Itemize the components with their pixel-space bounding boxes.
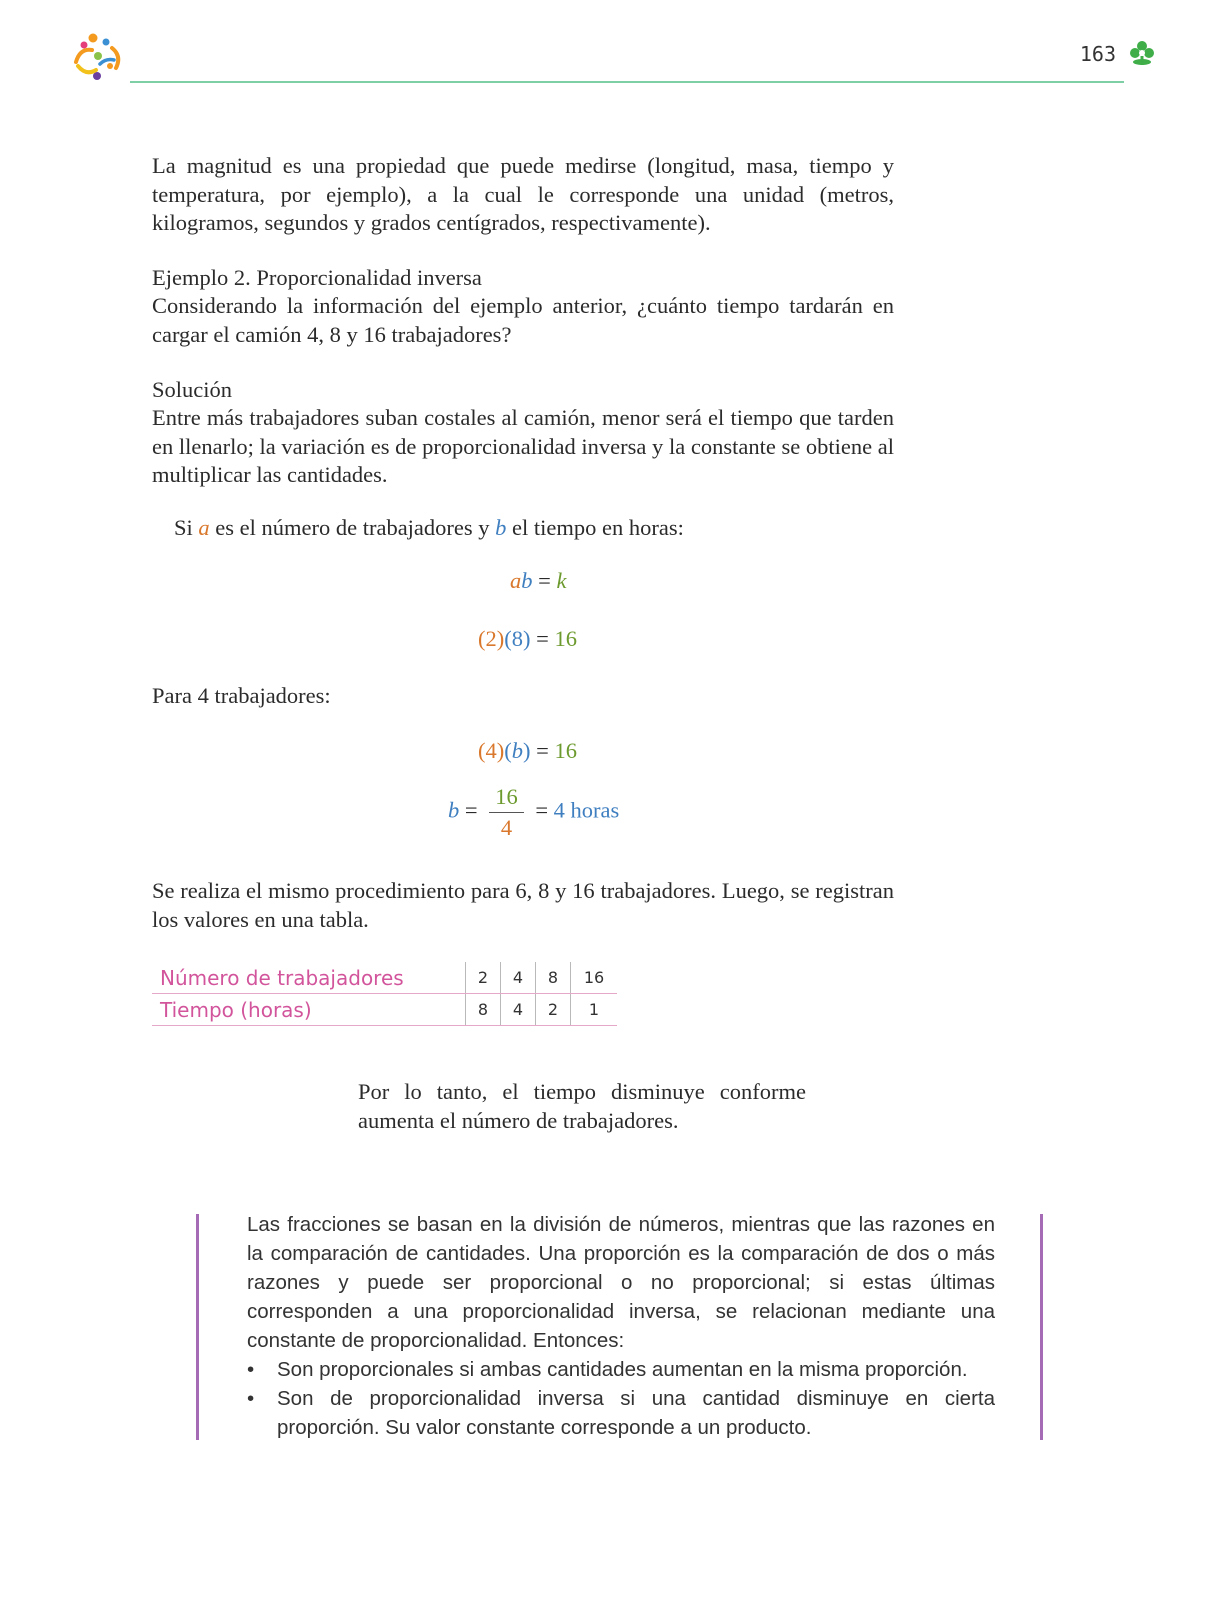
definition-prefix: Si bbox=[174, 515, 193, 540]
list-item bbox=[247, 1384, 995, 1442]
eq2-b: (8) bbox=[504, 626, 531, 651]
example-title: Ejemplo 2. Proporcionalidad inversa bbox=[152, 265, 482, 290]
definition-middle: es el número de trabajadores y bbox=[215, 515, 490, 540]
table-cell: 2 bbox=[466, 962, 501, 994]
bullet-text: Son proporcionales si ambas cantidades aumentan en la misma proporción. bbox=[277, 1358, 968, 1381]
table-cell: 16 bbox=[571, 962, 618, 994]
intro-paragraph: La magnitud es una propiedad que puede medirse (longitud, masa, tiempo y temperatura, por ejemplo), a la cual le corresponde una unidad (metros, kilogramos, segundos y grados centígrados, respectivamente). bbox=[152, 153, 894, 235]
table-row bbox=[152, 962, 617, 994]
table-cell: 8 bbox=[536, 962, 571, 994]
bullet-icon: • bbox=[247, 1358, 255, 1381]
table-cell: 8 bbox=[466, 994, 501, 1026]
eq2-result: 16 bbox=[554, 626, 577, 651]
solution-title: Solución bbox=[152, 377, 233, 402]
procedure-paragraph: Se realiza el mismo procedimiento para 6, 8 y 16 trabajadores. Luego, se registran los valores en una tabla. bbox=[152, 878, 894, 932]
eq3-paren-close: ) bbox=[523, 738, 531, 763]
equation-fraction bbox=[448, 784, 619, 841]
fraction-denominator: 4 bbox=[500, 815, 513, 840]
row-label-time: Tiempo (horas) bbox=[152, 994, 466, 1026]
table-row bbox=[152, 994, 617, 1026]
table-cell: 4 bbox=[501, 962, 536, 994]
note-box bbox=[247, 1210, 995, 1442]
list-item bbox=[247, 1355, 995, 1384]
para-4-label: Para 4 trabajadores: bbox=[152, 683, 331, 708]
fraction-16-over-4 bbox=[489, 784, 524, 841]
eq3-b: b bbox=[511, 738, 523, 763]
eq3-a: (4) bbox=[478, 738, 505, 763]
eq4-equals-2: = bbox=[535, 797, 549, 823]
definition-line bbox=[174, 514, 894, 543]
variable-a: a bbox=[198, 515, 210, 540]
eq3-paren-open: ( bbox=[504, 738, 512, 763]
eq2-equals: = bbox=[536, 626, 549, 651]
equation-2-8 bbox=[478, 626, 577, 652]
bullet-icon: • bbox=[247, 1387, 255, 1410]
eq4-equals-1: = bbox=[464, 797, 478, 823]
note-paragraph: Las fracciones se basan en la división de números, mientras que las razones en la comparación de cantidades. Una proporción es la comparación de dos o más razones y puede ser proporcional o no proporcional; si estas últimas corresponden a una proporcionalidad inversa, se relacionan mediante una constante de proporcionalidad. Entonces: bbox=[247, 1213, 995, 1352]
equation-ab-k bbox=[510, 568, 566, 594]
definition-suffix: el tiempo en horas: bbox=[512, 515, 684, 540]
eq1-equals: = bbox=[538, 568, 551, 593]
eq1-k: k bbox=[556, 568, 567, 593]
eq1-b: b bbox=[521, 568, 533, 593]
eq4-result: 4 horas bbox=[553, 797, 620, 823]
table-cell: 4 bbox=[501, 994, 536, 1026]
solution-paragraph: Entre más trabajadores suban costales al camión, menor será el tiempo que tarden en llenarlo; la variación es de proporcionalidad inversa y la constante se obtiene al multiplicar las cantidades. bbox=[152, 405, 894, 487]
table-cell: 2 bbox=[536, 994, 571, 1026]
example-question: Considerando la información del ejemplo anterior, ¿cuánto tiempo tardarán en cargar el camión 4, 8 y 16 trabajadores? bbox=[152, 293, 894, 347]
bullet-text: Son de proporcionalidad inversa si una cantidad disminuye en cierta proporción. Su valor constante corresponde a un producto. bbox=[277, 1387, 995, 1439]
page-number: 163 bbox=[1079, 42, 1116, 66]
logo-icon bbox=[70, 32, 124, 84]
conclusion-paragraph: Por lo tanto, el tiempo disminuye conforme aumenta el número de trabajadores. bbox=[358, 1079, 806, 1133]
workers-time-table bbox=[152, 962, 617, 1026]
variable-b: b bbox=[495, 515, 507, 540]
row-label-workers: Número de trabajadores bbox=[152, 962, 466, 994]
note-right-border bbox=[1040, 1214, 1043, 1440]
fraction-numerator: 16 bbox=[489, 784, 524, 813]
equation-4-b bbox=[478, 738, 577, 764]
note-left-border bbox=[196, 1214, 199, 1440]
flower-icon bbox=[1130, 40, 1154, 68]
eq1-a: a bbox=[510, 568, 522, 593]
eq3-result: 16 bbox=[554, 738, 577, 763]
eq2-a: (2) bbox=[478, 626, 505, 651]
eq3-equals: = bbox=[536, 738, 549, 763]
table-cell: 1 bbox=[571, 994, 618, 1026]
eq4-lhs: b bbox=[448, 797, 460, 823]
header-rule bbox=[130, 81, 1124, 83]
